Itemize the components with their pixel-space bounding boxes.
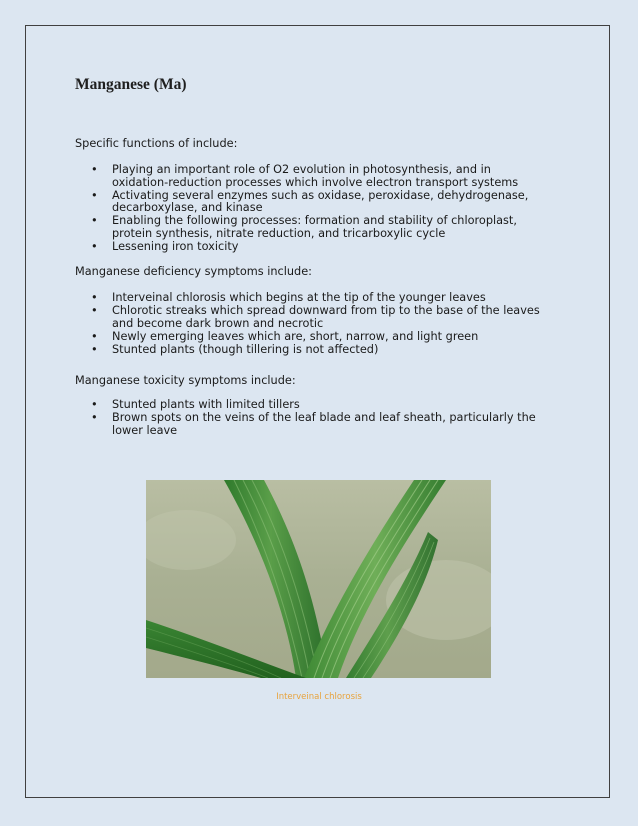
leaf-photo (146, 480, 491, 678)
list-item-text: Interveinal chlorosis which begins at the tip of the younger leaves (112, 291, 486, 304)
bullet-icon: • (91, 163, 98, 176)
list-item-text: Enabling the following processes: formation and stability of chloroplast, protein synthesis, nitrate reduction, and tricarboxylic cycle (112, 214, 517, 240)
list-item (91, 215, 541, 240)
bullet-icon: • (91, 239, 98, 253)
toxicity-intro: Manganese toxicity symptoms include: (75, 374, 296, 387)
functions-list (91, 164, 541, 254)
bullet-icon: • (91, 188, 98, 202)
bullet-icon: • (91, 304, 98, 317)
list-item-text: Newly emerging leaves which are, short, narrow, and light green (112, 329, 479, 343)
functions-intro: Specific functions of include: (75, 137, 238, 150)
list-item (91, 331, 541, 344)
bullet-icon: • (91, 214, 98, 227)
list-item (91, 305, 541, 330)
list-item-text: Chlorotic streaks which spread downward from tip to the base of the leaves and become dark brown and necrotic (112, 304, 540, 330)
list-item-text: Brown spots on the veins of the leaf blade and leaf sheath, particularly the lower leave (112, 411, 536, 437)
bullet-icon: • (91, 291, 98, 304)
page-title: Manganese (Ma) (75, 76, 187, 93)
bullet-icon: • (91, 398, 98, 411)
list-item (91, 190, 541, 215)
list-item (91, 344, 541, 357)
bullet-icon: • (91, 411, 98, 424)
bullet-icon: • (91, 342, 98, 356)
bullet-icon: • (91, 329, 98, 343)
list-item (91, 292, 541, 305)
figure-caption: Interveinal chlorosis (276, 692, 362, 702)
list-item-text: Playing an important role of O2 evolution in photosynthesis, and in oxidation-reduction processes which involve electron transport systems (112, 163, 519, 189)
list-item (91, 241, 541, 254)
list-item-text: Stunted plants with limited tillers (112, 398, 300, 411)
deficiency-list (91, 292, 541, 357)
list-item (91, 164, 541, 189)
deficiency-intro: Manganese deficiency symptoms include: (75, 265, 312, 278)
list-item-text: Stunted plants (though tillering is not affected) (112, 342, 379, 356)
toxicity-list (91, 399, 541, 438)
list-item (91, 399, 541, 412)
list-item (91, 412, 541, 437)
list-item-text: Lessening iron toxicity (112, 239, 239, 253)
list-item-text: Activating several enzymes such as oxidase, peroxidase, dehydrogenase, decarboxylase, and kinase (112, 188, 529, 214)
